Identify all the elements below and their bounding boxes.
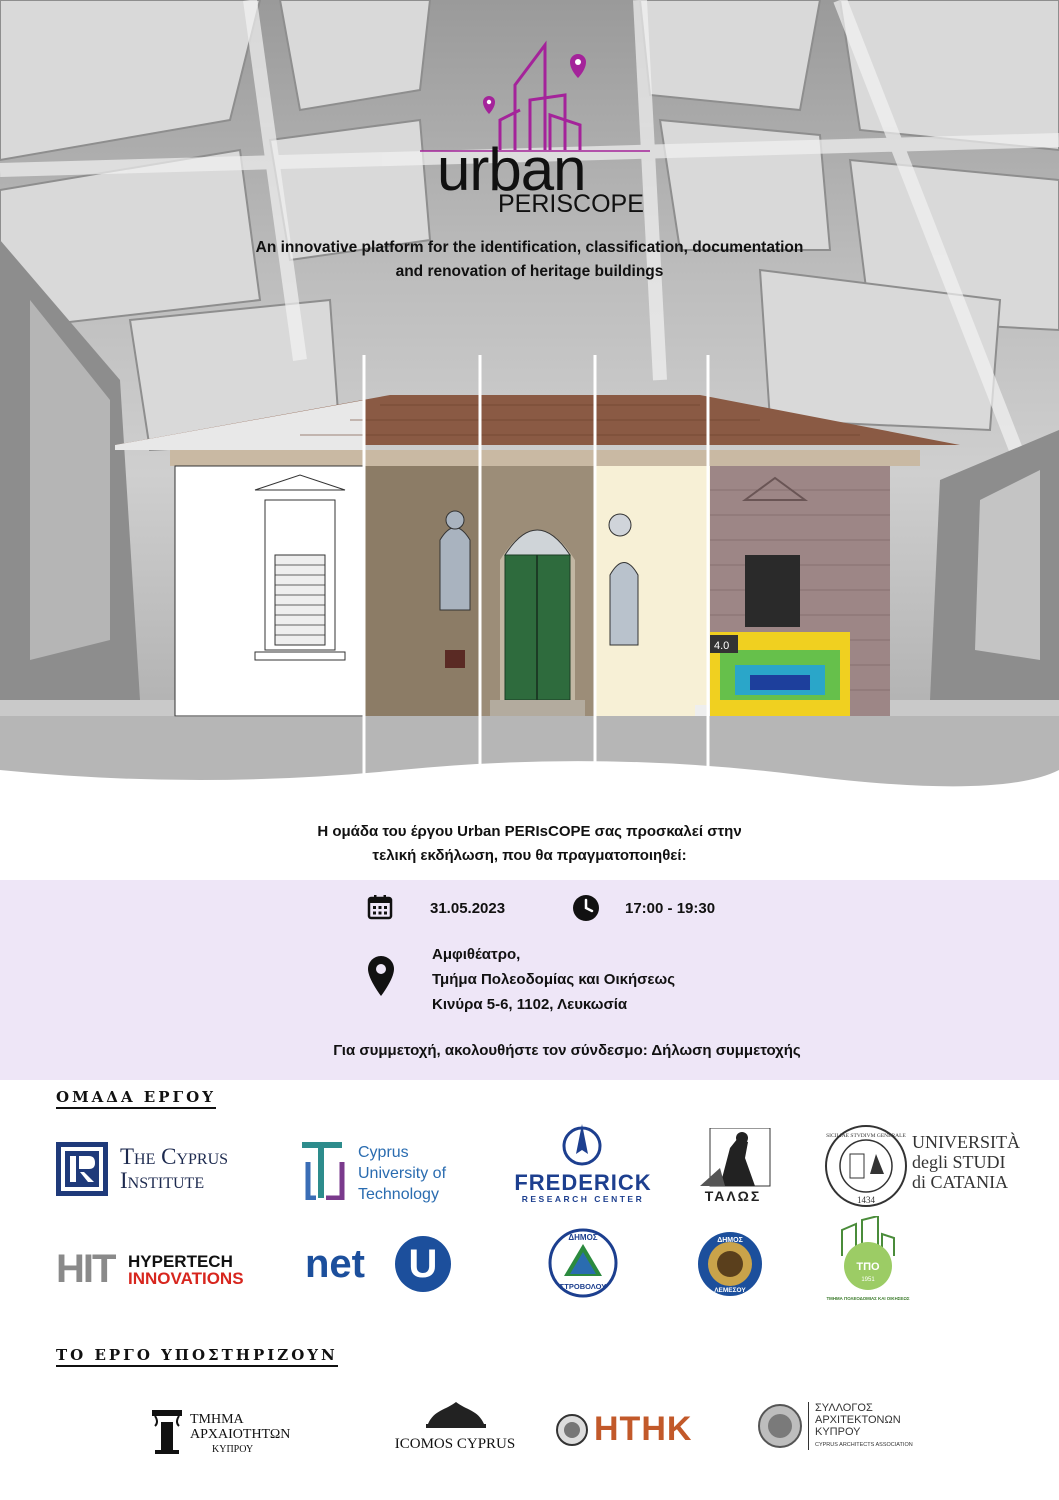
strovolos-top: ΔΗΜΟΣ bbox=[568, 1233, 598, 1242]
catania-line-2: degli STUDI bbox=[912, 1152, 1006, 1172]
tpo-emblem-icon bbox=[822, 1216, 912, 1304]
frederick-mark-icon bbox=[562, 1124, 602, 1166]
strovolos-bottom: ΣΤΡΟΒΟΛΟΥ bbox=[559, 1282, 607, 1291]
tpo-arc: ΤΜΗΜΑ ΠΟΛΕΟΔΟΜΙΑΣ ΚΑΙ ΟΙΚΗΣΕΩΣ bbox=[826, 1296, 910, 1301]
architects-logo bbox=[758, 1400, 918, 1460]
tagline-line-2: and renovation of heritage buildings bbox=[395, 263, 664, 280]
netu-badge bbox=[395, 1236, 451, 1292]
etek-name: ΗΤΗΚ bbox=[594, 1410, 693, 1448]
tagline-line-1: An innovative platform for the identification, classification, documentation bbox=[255, 239, 804, 256]
antiquities-column-icon bbox=[152, 1410, 182, 1454]
architects-coin-icon bbox=[758, 1404, 802, 1448]
invitation-text bbox=[0, 820, 1059, 868]
registration-line bbox=[0, 1042, 1059, 1059]
icomos-name: ICOMOS CYPRUS bbox=[394, 1436, 516, 1452]
lemesos-logo bbox=[696, 1230, 764, 1298]
clock-icon bbox=[572, 894, 600, 922]
heritage-building-illustration bbox=[0, 350, 1059, 790]
cut-logo bbox=[302, 1140, 472, 1204]
cyi-mark-icon bbox=[56, 1142, 108, 1196]
tpo-year: 1951 bbox=[861, 1277, 875, 1283]
netu-logo bbox=[305, 1236, 455, 1296]
logo-word: urban bbox=[437, 136, 586, 203]
cyi-line-2: Institute bbox=[120, 1168, 205, 1193]
netu-letter: U bbox=[408, 1242, 438, 1286]
netu-word: net bbox=[305, 1242, 365, 1286]
catania-seal-top: SICILIAE STVDIVM GENERALE bbox=[826, 1133, 906, 1139]
antiquities-logo bbox=[152, 1408, 352, 1458]
venue-line-2: Τμήμα Πολεοδομίας και Οικήσεως bbox=[432, 971, 676, 988]
hit-name bbox=[128, 1253, 244, 1287]
antiquities-line-1: ΤΜΗΜΑ bbox=[190, 1412, 244, 1427]
cyi-line-1: The Cyprus bbox=[120, 1144, 229, 1169]
event-time: 17:00 - 19:30 bbox=[625, 900, 716, 917]
catania-line-1: UNIVERSITÀ bbox=[912, 1132, 1020, 1152]
frederick-main: FREDERICK bbox=[514, 1170, 652, 1195]
location-pin-icon bbox=[368, 956, 394, 998]
event-details-panel bbox=[0, 880, 1059, 1080]
catania-line-3: di CATANIA bbox=[912, 1172, 1009, 1192]
calendar-icon bbox=[367, 894, 393, 920]
cut-line-1: Cyprus bbox=[358, 1144, 409, 1161]
strovolos-logo bbox=[548, 1228, 618, 1298]
icomos-logo bbox=[382, 1400, 528, 1456]
architects-line-4: CYPRUS ARCHITECTS ASSOCIATION bbox=[815, 1442, 913, 1448]
registration-text: Για συμμετοχή, ακολουθήστε τον σύνδεσμο: bbox=[333, 1042, 648, 1059]
cut-line-2: University of bbox=[358, 1165, 447, 1182]
icomos-ornament-icon bbox=[426, 1400, 486, 1430]
frederick-sub: RESEARCH CENTER bbox=[521, 1194, 645, 1204]
cut-name bbox=[358, 1142, 446, 1205]
etek-seal-icon bbox=[556, 1414, 588, 1446]
venue-line-3: Κινύρα 5-6, 1102, Λευκωσία bbox=[432, 996, 628, 1013]
strovolos-emblem-icon bbox=[548, 1228, 618, 1298]
architects-line-1: ΣΥΛΛΟΓΟΣ bbox=[815, 1402, 873, 1414]
hit-line-1: HYPERTECH bbox=[128, 1252, 233, 1271]
lemesos-emblem-icon bbox=[696, 1230, 764, 1298]
architects-name bbox=[808, 1402, 913, 1450]
talos-name: ΤΑΛΩΣ bbox=[704, 1188, 762, 1204]
event-date: 31.05.2023 bbox=[430, 900, 506, 917]
cut-mark-icon bbox=[302, 1142, 348, 1200]
etek-logo bbox=[556, 1412, 706, 1452]
tpo-mark: ΤΠΟ bbox=[856, 1261, 880, 1273]
architects-line-3: ΚΥΠΡΟΥ bbox=[815, 1426, 861, 1438]
supporters-title: ΤΟ ΕΡΓΟ ΥΠΟΣΤΗΡΙΖΟΥΝ bbox=[56, 1346, 338, 1367]
invitation-line-1: Η ομάδα του έργου Urban PERIsCOPE σας προσκαλεί στην bbox=[317, 823, 742, 840]
antiquities-name bbox=[190, 1412, 290, 1457]
tagline bbox=[0, 236, 1059, 284]
hit-line-2: INNOVATIONS bbox=[128, 1269, 244, 1288]
hypertech-logo bbox=[56, 1247, 256, 1291]
antiquities-line-2: ΑΡΧΑΙΟΤΗΤΩΝ bbox=[190, 1427, 291, 1442]
invitation-line-2: τελική εκδήλωση, που θα πραγματοποιηθεί: bbox=[372, 847, 687, 864]
logo-sub: PERISCOPE bbox=[498, 190, 644, 218]
project-team-title: ΟΜΑΔΑ ΕΡΓΟΥ bbox=[56, 1088, 216, 1109]
event-venue bbox=[432, 942, 675, 1017]
lemesos-top: ΔΗΜΟΣ bbox=[717, 1237, 743, 1244]
registration-link[interactable]: Δήλωση συμμετοχής bbox=[651, 1042, 801, 1059]
cyi-name bbox=[120, 1145, 228, 1193]
cyprus-institute-logo bbox=[56, 1142, 256, 1200]
antiquities-line-3: ΚΥΠΡΟΥ bbox=[212, 1444, 254, 1455]
lemesos-bottom: ΛΕΜΕΣΟΥ bbox=[714, 1287, 746, 1294]
frederick-logo bbox=[508, 1124, 658, 1204]
tpo-logo bbox=[822, 1216, 912, 1304]
architects-line-2: ΑΡΧΙΤΕΚΤΟΝΩΝ bbox=[815, 1414, 901, 1426]
catania-seal-icon bbox=[824, 1124, 908, 1208]
venue-line-1: Αμφιθέατρο, bbox=[432, 946, 521, 963]
catania-logo bbox=[824, 1124, 1024, 1208]
cut-line-3: Technology bbox=[358, 1186, 439, 1203]
number-plate: 4.0 bbox=[714, 640, 730, 652]
hit-mark: HIT bbox=[56, 1247, 115, 1291]
catania-name bbox=[912, 1132, 1020, 1192]
talos-logo bbox=[690, 1128, 776, 1206]
talos-mark-icon bbox=[690, 1128, 776, 1188]
catania-seal-year: 1434 bbox=[857, 1195, 875, 1205]
